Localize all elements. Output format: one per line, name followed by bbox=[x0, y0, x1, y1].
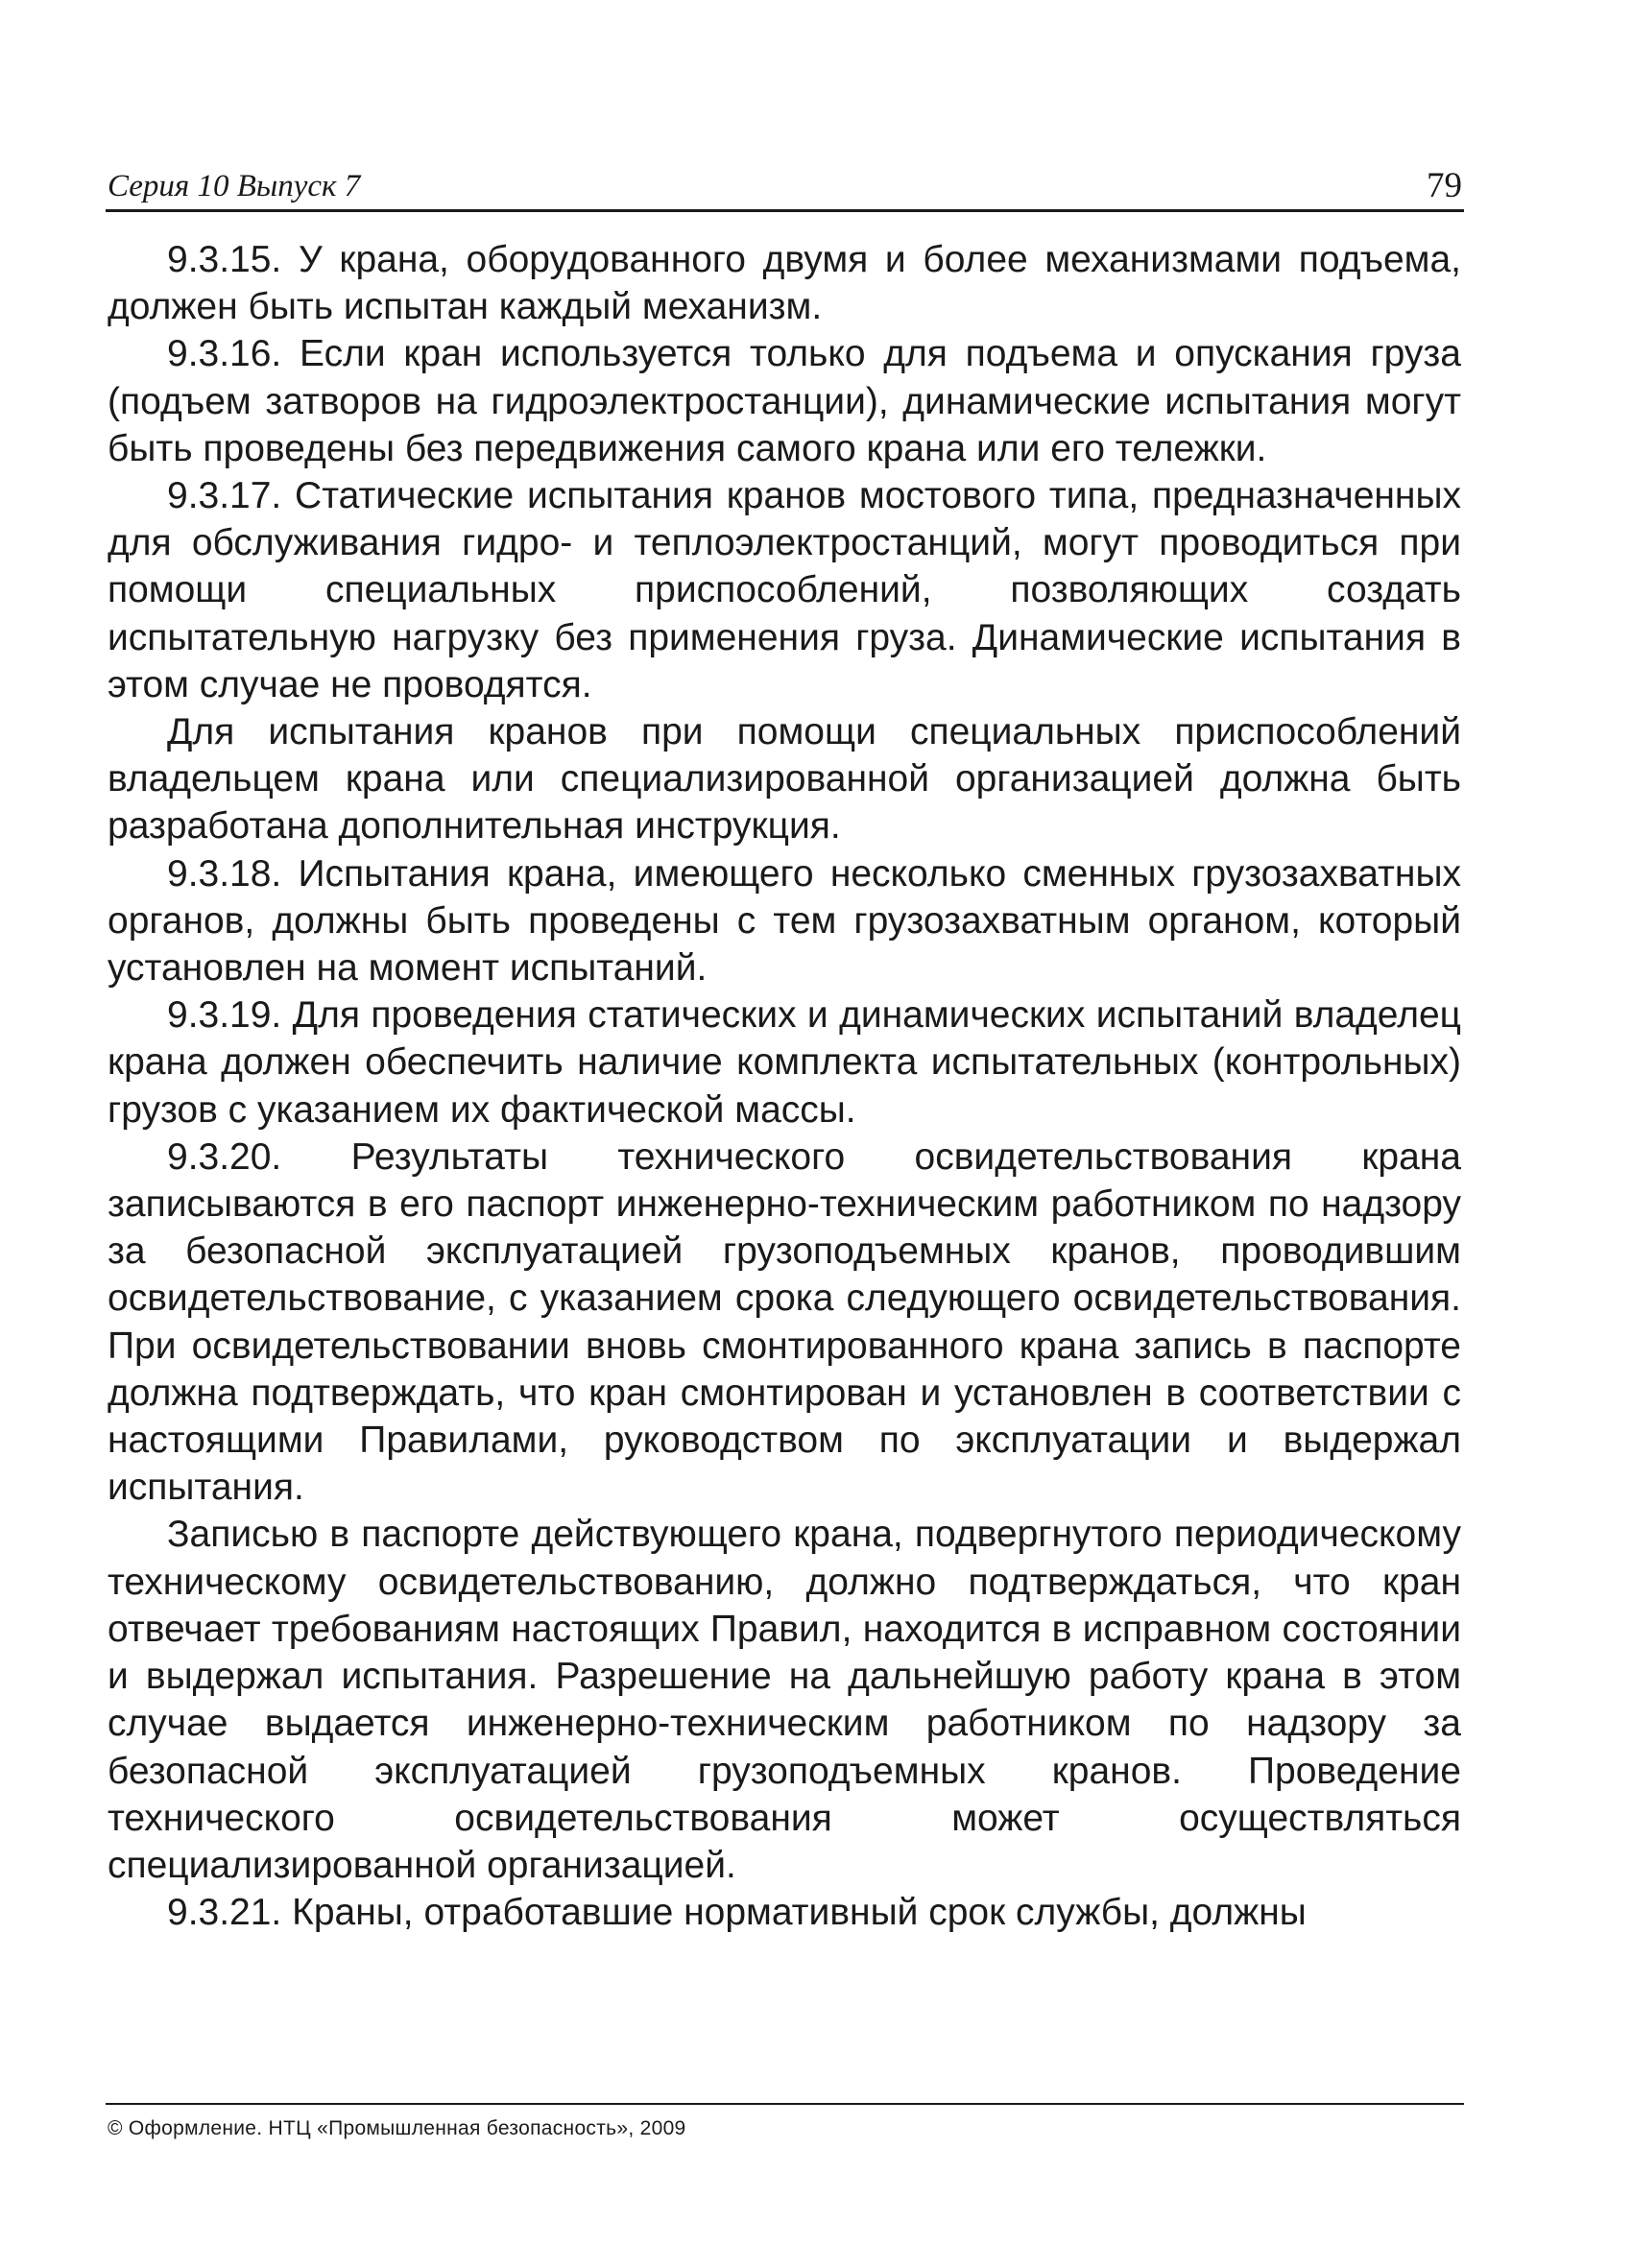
series-title: Серия 10 Выпуск 7 bbox=[108, 169, 361, 203]
paragraph-9-3-20: 9.3.20. Результаты технического освидетельствования крана записываются в его паспорт инженерно-техническим работником по надзору за безопасной эксплуатацией грузоподъемных кранов, проводившим освидетельствование, с указанием срока следующего освидетельствования. При освидетельствовании вновь смонтированного крана запись в паспорте должна подтверждать, что кран смонтирован и установлен в соответствии с настоящими Правилами, руководством по эксплуатации и выдержал испытания. bbox=[108, 1135, 1461, 1509]
copyright-footer: © Оформление. НТЦ «Промышленная безопасность», 2009 bbox=[108, 2117, 686, 2139]
paragraph-9-3-16: 9.3.16. Если кран используется только для подъема и опускания груза (подъем затворов на гидроэлектростанции), динамические испытания могут быть проведены без передвижения самого крана или его тележки. bbox=[108, 333, 1461, 469]
page-number: 79 bbox=[1427, 166, 1462, 205]
paragraph-9-3-19: 9.3.19. Для проведения статических и динамических испытаний владелец крана должен обеспечить наличие комплекта испытательных (контрольных) грузов с указанием их фактической массы. bbox=[108, 994, 1461, 1131]
paragraph-9-3-20-record: Записью в паспорте действующего крана, подвергнутого периодическому техническому освидетельствованию, должно подтверждаться, что кран отвечает требованиям настоящих Правил, находится в исправном состоянии и выдержал испытания. Разрешение на дальнейшую работу крана в этом случае выдается инженерно-техническим работником по надзору за безопасной эксплуатацией грузоподъемных кранов. Проведение технического освидетельствования может осуществляться специализированной организацией. bbox=[108, 1514, 1461, 1886]
paragraph-9-3-17: 9.3.17. Статические испытания кранов мостового типа, предназначенных для обслуживания гидро- и теплоэлектростанций, могут проводиться при помощи специальных приспособлений, позволяющих создать испытательную нагрузку без применения груза. Динамические испытания в этом случае не проводятся. bbox=[108, 475, 1461, 705]
paragraph-9-3-18: 9.3.18. Испытания крана, имеющего несколько сменных грузозахватных органов, должны быть проведены с тем грузозахватным органом, который установлен на момент испытаний. bbox=[108, 852, 1461, 990]
body-text bbox=[108, 236, 1461, 1936]
paragraph-9-3-15: 9.3.15. У крана, оборудованного двумя и более механизмами подъема, должен быть испытан каждый механизм. bbox=[108, 239, 1461, 328]
paragraph-9-3-21: 9.3.21. Краны, отработавшие нормативный срок службы, должны bbox=[167, 1892, 1307, 1934]
running-header bbox=[106, 163, 1464, 212]
footer-divider bbox=[106, 2103, 1464, 2105]
paragraph-9-3-17-instruction: Для испытания кранов при помощи специальных приспособлений владельцем крана или специализированной организацией должна быть разработана дополнительная инструкция. bbox=[108, 711, 1461, 848]
